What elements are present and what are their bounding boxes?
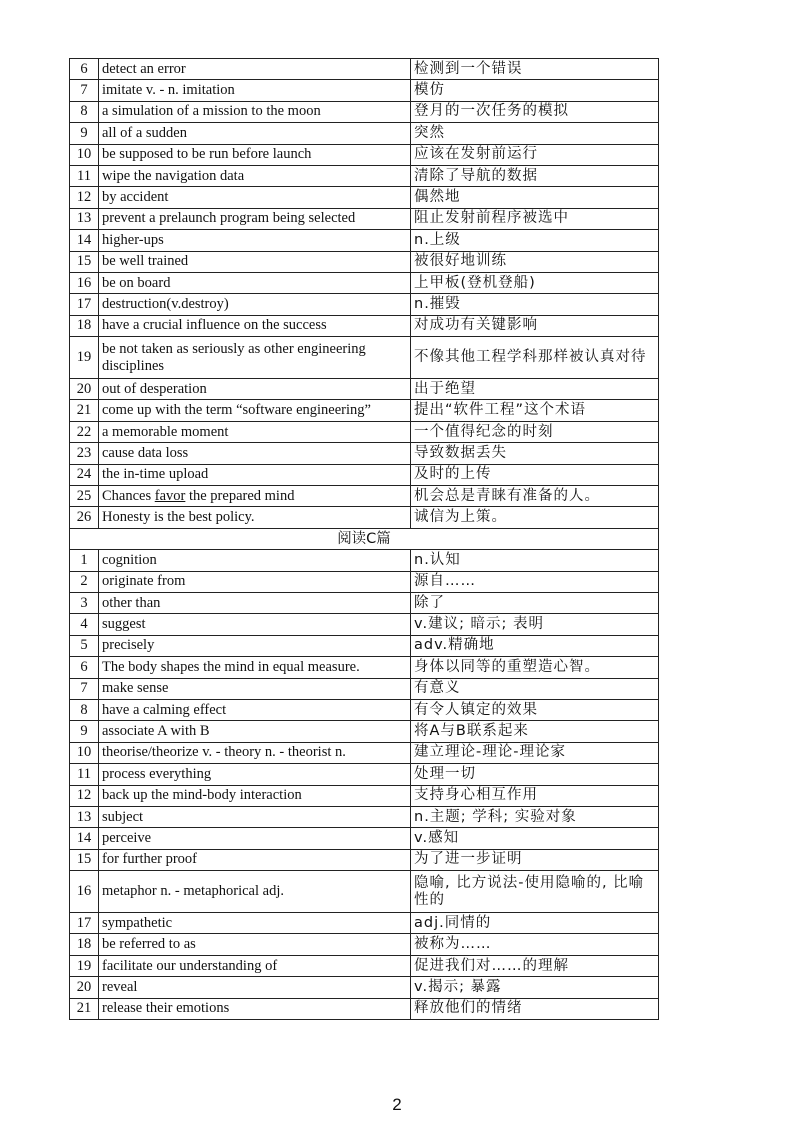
table-row: [70, 955, 659, 976]
chinese-translation: v.建议; 暗示; 表明: [411, 614, 659, 635]
chinese-translation: adv.精确地: [411, 635, 659, 656]
row-number: 19: [70, 337, 99, 379]
english-phrase: prevent a prelaunch program being selected: [99, 208, 411, 229]
row-number: 26: [70, 507, 99, 528]
table-row: [70, 721, 659, 742]
english-phrase: other than: [99, 592, 411, 613]
english-phrase: originate from: [99, 571, 411, 592]
table-row: [70, 123, 659, 144]
english-phrase: facilitate our understanding of: [99, 955, 411, 976]
table-row: [70, 165, 659, 186]
row-number: 25: [70, 486, 99, 507]
english-phrase: make sense: [99, 678, 411, 699]
table-row: [70, 550, 659, 571]
chinese-translation: 将A与B联系起来: [411, 721, 659, 742]
english-phrase-part: Chances: [102, 487, 155, 504]
row-number: 12: [70, 785, 99, 806]
table-row: [70, 699, 659, 720]
vocabulary-table-body: [70, 59, 659, 1020]
row-number: 10: [70, 144, 99, 165]
english-phrase-underlined: favor: [154, 487, 186, 504]
english-phrase: precisely: [99, 635, 411, 656]
english-phrase: theorise/theorize v. - theory n. - theorist n.: [99, 742, 411, 763]
row-number: 17: [70, 913, 99, 934]
chinese-translation: 清除了导航的数据: [411, 165, 659, 186]
table-row: [70, 977, 659, 998]
table-row: [70, 828, 659, 849]
chinese-translation: 被很好地训练: [411, 251, 659, 272]
table-row: [70, 144, 659, 165]
row-number: 17: [70, 294, 99, 315]
chinese-translation: adj.同情的: [411, 913, 659, 934]
chinese-translation: 诚信为上策。: [411, 507, 659, 528]
row-number: 8: [70, 699, 99, 720]
chinese-translation: 提出“软件工程”这个术语: [411, 400, 659, 421]
english-phrase: associate A with B: [99, 721, 411, 742]
chinese-translation: 登月的一次任务的模拟: [411, 101, 659, 122]
chinese-translation: 偶然地: [411, 187, 659, 208]
english-phrase: subject: [99, 806, 411, 827]
english-phrase: be supposed to be run before launch: [99, 144, 411, 165]
row-number: 12: [70, 187, 99, 208]
row-number: 3: [70, 592, 99, 613]
table-row: [70, 913, 659, 934]
english-phrase: process everything: [99, 764, 411, 785]
table-row: [70, 785, 659, 806]
table-row: [70, 657, 659, 678]
table-row: [70, 571, 659, 592]
row-number: 9: [70, 123, 99, 144]
english-phrase: be on board: [99, 272, 411, 293]
english-phrase: for further proof: [99, 849, 411, 870]
chinese-translation: 上甲板(登机登船): [411, 272, 659, 293]
chinese-translation: n.认知: [411, 550, 659, 571]
chinese-translation: v.揭示; 暴露: [411, 977, 659, 998]
english-phrase: perceive: [99, 828, 411, 849]
row-number: 13: [70, 208, 99, 229]
table-row: [70, 187, 659, 208]
row-number: 11: [70, 764, 99, 785]
english-phrase: be referred to as: [99, 934, 411, 955]
english-phrase: a memorable moment: [99, 421, 411, 442]
row-number: 8: [70, 101, 99, 122]
english-phrase: suggest: [99, 614, 411, 635]
chinese-translation: 对成功有关键影响: [411, 315, 659, 336]
row-number: 16: [70, 272, 99, 293]
table-row: [70, 998, 659, 1019]
table-row: [70, 80, 659, 101]
row-number: 14: [70, 828, 99, 849]
english-phrase: higher-ups: [99, 230, 411, 251]
chinese-translation: 突然: [411, 123, 659, 144]
row-number: 22: [70, 421, 99, 442]
chinese-translation: n.上级: [411, 230, 659, 251]
section-title: 阅读C篇: [70, 528, 659, 549]
row-number: 18: [70, 934, 99, 955]
chinese-translation: 出于绝望: [411, 379, 659, 400]
table-row: [70, 934, 659, 955]
table-row: [70, 592, 659, 613]
chinese-translation: 为了进一步证明: [411, 849, 659, 870]
vocabulary-sheet: [69, 58, 659, 1020]
page-number: 2: [392, 1095, 402, 1114]
section-header-row: [70, 528, 659, 549]
english-phrase: cause data loss: [99, 443, 411, 464]
row-number: 23: [70, 443, 99, 464]
english-phrase: The body shapes the mind in equal measure.: [99, 657, 411, 678]
row-number: 4: [70, 614, 99, 635]
english-phrase: by accident: [99, 187, 411, 208]
row-number: 7: [70, 678, 99, 699]
table-row: [70, 678, 659, 699]
chinese-translation: 有令人镇定的效果: [411, 699, 659, 720]
row-number: 7: [70, 80, 99, 101]
row-number: 20: [70, 379, 99, 400]
table-row: [70, 486, 659, 507]
chinese-translation: 应该在发射前运行: [411, 144, 659, 165]
row-number: 1: [70, 550, 99, 571]
table-row: [70, 101, 659, 122]
table-row: [70, 400, 659, 421]
row-number: 9: [70, 721, 99, 742]
chinese-translation: 除了: [411, 592, 659, 613]
chinese-translation: 支持身心相互作用: [411, 785, 659, 806]
english-phrase: metaphor n. - metaphorical adj.: [99, 871, 411, 913]
chinese-translation: n.主题; 学科; 实验对象: [411, 806, 659, 827]
row-number: 6: [70, 657, 99, 678]
english-phrase: back up the mind-body interaction: [99, 785, 411, 806]
english-phrase: all of a sudden: [99, 123, 411, 144]
row-number: 19: [70, 955, 99, 976]
row-number: 16: [70, 871, 99, 913]
chinese-translation: 模仿: [411, 80, 659, 101]
table-row: [70, 272, 659, 293]
row-number: 15: [70, 251, 99, 272]
english-phrase: detect an error: [99, 59, 411, 80]
english-phrase: sympathetic: [99, 913, 411, 934]
english-phrase: Honesty is the best policy.: [99, 507, 411, 528]
row-number: 20: [70, 977, 99, 998]
table-row: [70, 464, 659, 485]
row-number: 14: [70, 230, 99, 251]
chinese-translation: n.摧毁: [411, 294, 659, 315]
row-number: 2: [70, 571, 99, 592]
english-phrase: cognition: [99, 550, 411, 571]
chinese-translation: 导致数据丢失: [411, 443, 659, 464]
chinese-translation: 隐喻, 比方说法-使用隐喻的, 比喻性的: [411, 871, 659, 913]
row-number: 11: [70, 165, 99, 186]
chinese-translation: 源自……: [411, 571, 659, 592]
table-row: [70, 614, 659, 635]
chinese-translation: 建立理论-理论-理论家: [411, 742, 659, 763]
table-row: [70, 742, 659, 763]
english-phrase-part: the prepared mind: [185, 487, 295, 504]
english-phrase: out of desperation: [99, 379, 411, 400]
row-number: 15: [70, 849, 99, 870]
table-row: [70, 806, 659, 827]
chinese-translation: 处理一切: [411, 764, 659, 785]
english-phrase: have a calming effect: [99, 699, 411, 720]
row-number: 21: [70, 400, 99, 421]
table-row: [70, 507, 659, 528]
table-row: [70, 294, 659, 315]
row-number: 5: [70, 635, 99, 656]
chinese-translation: 机会总是青睐有准备的人。: [411, 486, 659, 507]
english-phrase: be well trained: [99, 251, 411, 272]
english-phrase: [99, 486, 411, 507]
table-row: [70, 337, 659, 379]
table-row: [70, 635, 659, 656]
english-phrase: come up with the term “software engineering”: [99, 400, 411, 421]
chinese-translation: 促进我们对……的理解: [411, 955, 659, 976]
chinese-translation: 及时的上传: [411, 464, 659, 485]
table-row: [70, 443, 659, 464]
table-row: [70, 230, 659, 251]
chinese-translation: 有意义: [411, 678, 659, 699]
table-row: [70, 849, 659, 870]
row-number: 6: [70, 59, 99, 80]
english-phrase: destruction(v.destroy): [99, 294, 411, 315]
english-phrase: be not taken as seriously as other engineering disciplines: [99, 337, 411, 379]
english-phrase: reveal: [99, 977, 411, 998]
table-row: [70, 871, 659, 913]
table-row: [70, 59, 659, 80]
chinese-translation: 检测到一个错误: [411, 59, 659, 80]
english-phrase: release their emotions: [99, 998, 411, 1019]
chinese-translation: 被称为……: [411, 934, 659, 955]
chinese-translation: 阻止发射前程序被选中: [411, 208, 659, 229]
row-number: 18: [70, 315, 99, 336]
chinese-translation: 不像其他工程学科那样被认真对待: [411, 337, 659, 379]
english-phrase: wipe the navigation data: [99, 165, 411, 186]
row-number: 24: [70, 464, 99, 485]
english-phrase: imitate v. - n. imitation: [99, 80, 411, 101]
english-phrase: a simulation of a mission to the moon: [99, 101, 411, 122]
chinese-translation: v.感知: [411, 828, 659, 849]
table-row: [70, 251, 659, 272]
row-number: 10: [70, 742, 99, 763]
english-phrase: have a crucial influence on the success: [99, 315, 411, 336]
chinese-translation: 释放他们的情绪: [411, 998, 659, 1019]
table-row: [70, 764, 659, 785]
vocabulary-table: [69, 58, 659, 1020]
chinese-translation: 身体以同等的重塑造心智。: [411, 657, 659, 678]
row-number: 21: [70, 998, 99, 1019]
table-row: [70, 421, 659, 442]
english-phrase: the in-time upload: [99, 464, 411, 485]
table-row: [70, 379, 659, 400]
row-number: 13: [70, 806, 99, 827]
chinese-translation: 一个值得纪念的时刻: [411, 421, 659, 442]
table-row: [70, 315, 659, 336]
table-row: [70, 208, 659, 229]
